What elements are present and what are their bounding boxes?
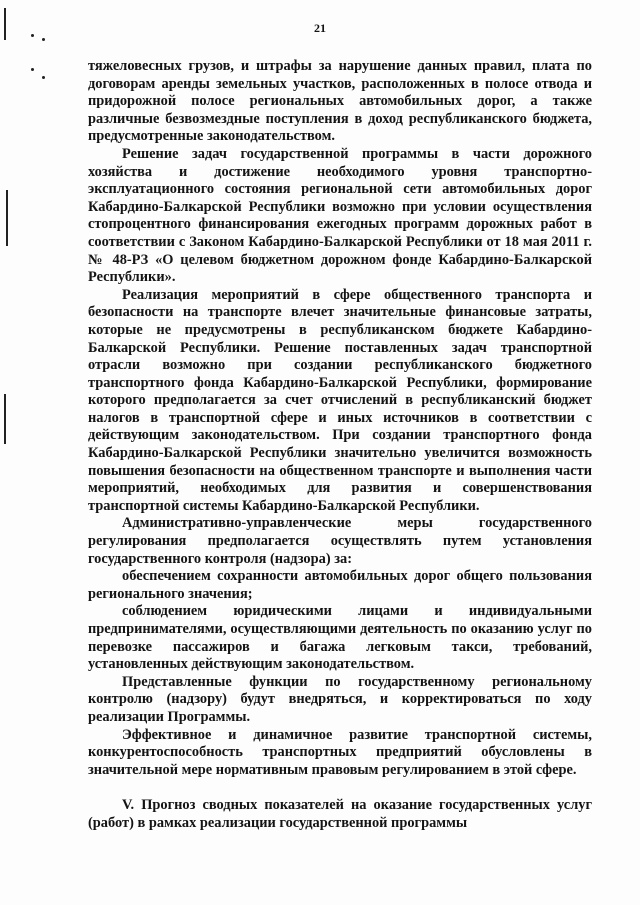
paragraph: Эффективное и динамичное развитие транспортной системы, конкурентоспособность транспортных предприятий обусловлены в значительной мере нормативным правовым регулированием в этой сфере.: [88, 726, 592, 778]
section-heading: V. Прогноз сводных показателей на оказание государственных услуг (работ) в рамках реализации государственной программы: [88, 797, 592, 831]
page-number: 21: [314, 21, 326, 35]
document-body: [88, 58, 592, 779]
paragraph: соблюдением юридическими лицами и индивидуальными предпринимателями, осуществляющими деятельность по оказанию услуг по перевозке пассажиров и багажа легковым такси, требований, установленных действующим законодательством.: [88, 603, 592, 673]
paragraph: Представленные функции по государственному региональному контролю (надзору) будут внедряться, и корректироваться по ходу реализации Программы.: [88, 673, 592, 725]
scan-artifact: [42, 38, 45, 41]
paragraph: обеспечением сохранности автомобильных дорог общего пользования регионального значения;: [88, 568, 592, 602]
scan-artifact: [42, 76, 45, 79]
scan-artifact: [6, 190, 8, 246]
paragraph: Административно-управленческие меры государственного регулирования предполагается осуществлять путем установления государственного контроля (надзора) за:: [88, 515, 592, 567]
scan-artifact: [31, 68, 34, 71]
paragraph: Решение задач государственной программы в части дорожного хозяйства и достижение необходимого уровня транспортно-эксплуатационного состояния региональной сети автомобильных дорог Кабардино-Балкарской Республики возможно при условии осуществления стопроцентного финансирования ежегодных программ дорожных работ в соответствии с Законом Кабардино-Балкарской Республики от 18 мая 2011 г. № 48-РЗ «О целевом бюджетном дорожном фонде Кабардино-Балкарской Республики».: [88, 145, 592, 286]
scan-artifact: [4, 394, 6, 444]
paragraph: Реализация мероприятий в сфере общественного транспорта и безопасности на транспорте влечет значительные финансовые затраты, которые не предусмотрены в республиканском бюджете Кабардино-Балкарской Республики. Решение поставленных задач транспортной отрасли возможно при создании республиканского бюджетного транспортного фонда Кабардино-Балкарской Республики, формирование которого предполагается за счет отчислений в республиканский бюджет налогов в транспортной сфере и иных источников в соответствии с действующим законодательством. При создании транспортного фонда Кабардино-Балкарской Республики значительно увеличится возможность повышения безопасности на общественном транспорте и выполнения части мероприятий, необходимых для развития и совершенствования транспортной системы Кабардино-Балкарской Республики.: [88, 286, 592, 514]
paragraph: тяжеловесных грузов, и штрафы за нарушение данных правил, плата по договорам аренды земельных участков, расположенных в полосе отвода и придорожной полосе региональных автомобильных дорог, а также различные безвозмездные поступления в доход республиканского бюджета, предусмотренные законодательством.: [88, 58, 592, 145]
